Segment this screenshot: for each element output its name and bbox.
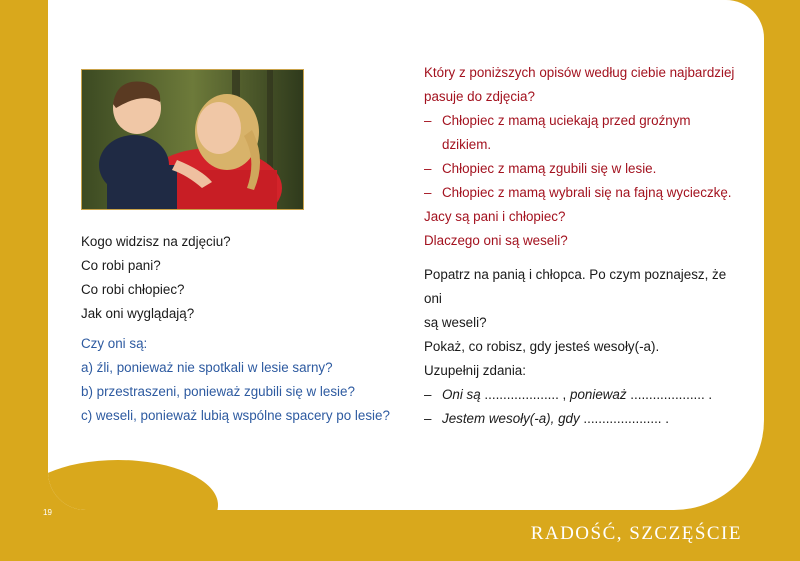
page-number: 19 <box>43 508 52 517</box>
question: Jak oni wyglądają? <box>81 306 195 321</box>
task-line: Pokaż, co robisz, gdy jesteś wesoły(-a). <box>424 339 660 354</box>
photo-mother-and-son <box>81 69 304 210</box>
left-column <box>81 230 401 428</box>
question: Jacy są pani i chłopiec? <box>424 209 566 224</box>
quiz-option-b: b) przestraszeni, ponieważ zgubili się w lesie? <box>81 384 355 399</box>
quiz-option-c: c) weseli, ponieważ lubią wspólne spacery po lesie? <box>81 408 390 423</box>
question: Kogo widzisz na zdjęciu? <box>81 234 231 249</box>
prompt-line: pasuje do zdjęcia? <box>424 89 535 104</box>
quiz-option-a: a) źli, ponieważ nie spotkali w lesie sarny? <box>81 360 333 375</box>
quiz-title: Czy oni są: <box>81 336 148 351</box>
right-column <box>424 61 742 431</box>
description-option: – Chłopiec z mamą wybrali się na fajną wycieczkę. <box>424 185 732 200</box>
question: Co robi chłopiec? <box>81 282 185 297</box>
prompt-line: Który z poniższych opisów według ciebie najbardziej <box>424 65 735 80</box>
fill-in-sentence: – Jestem wesoły(-a), gdy ..................... . <box>424 411 669 426</box>
question: Co robi pani? <box>81 258 161 273</box>
card-corner-curve <box>48 460 218 510</box>
question: Dlaczego oni są weseli? <box>424 233 568 248</box>
description-option: – Chłopiec z mamą zgubili się w lesie. <box>424 161 657 176</box>
fill-in-sentence: – Oni są .................... , ponieważ .................... . <box>424 387 713 402</box>
task-line: Popatrz na panią i chłopca. Po czym poznajesz, że oni <box>424 267 727 306</box>
task-line: Uzupełnij zdania: <box>424 363 526 378</box>
description-option: – Chłopiec z mamą uciekają przed groźnym dzikiem. <box>424 113 691 152</box>
chapter-title: RADOŚĆ, SZCZĘŚCIE <box>530 523 742 544</box>
task-line: są weseli? <box>424 315 487 330</box>
